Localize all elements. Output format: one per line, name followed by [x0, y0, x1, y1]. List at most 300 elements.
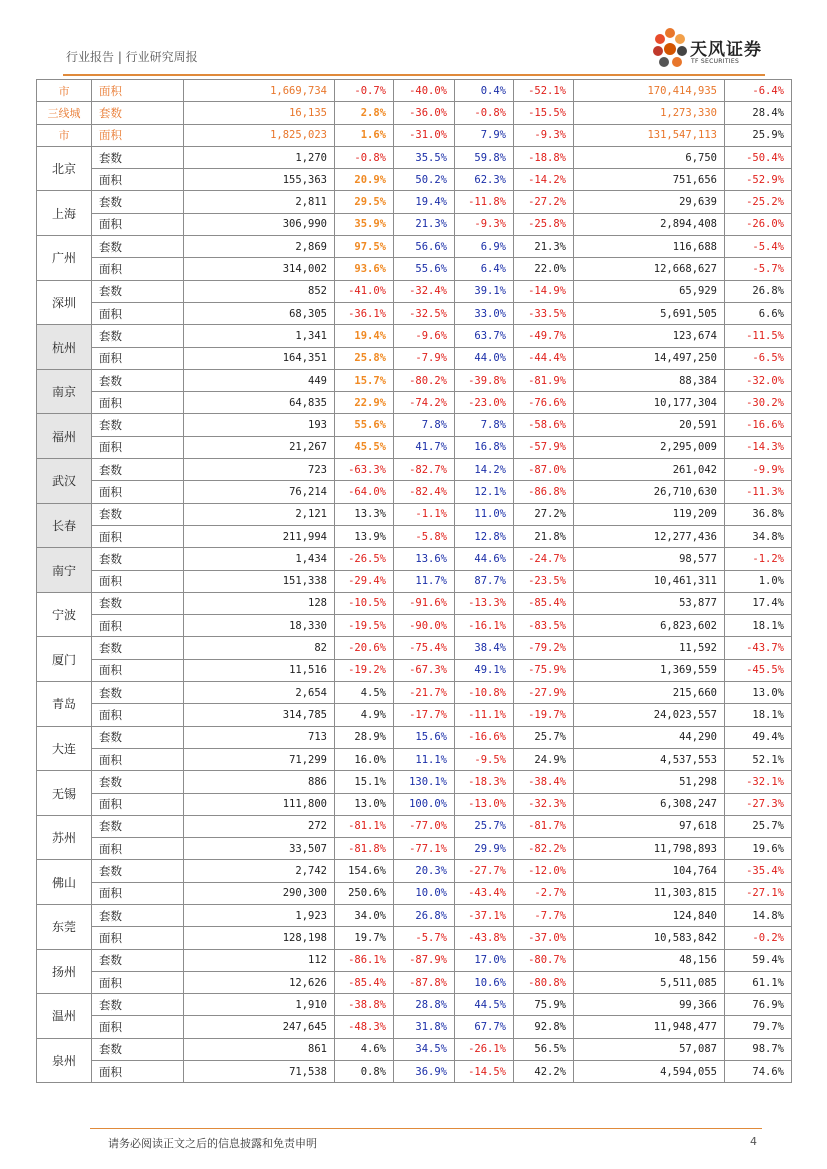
- city-name-cell: 无锡: [37, 771, 92, 816]
- value-cell: 24.9%: [514, 748, 574, 770]
- value-cell: -45.5%: [725, 659, 792, 681]
- value-cell: -63.3%: [335, 459, 394, 481]
- value-cell: -30.2%: [725, 392, 792, 414]
- city-name-cell: 市: [37, 124, 92, 146]
- value-cell: 56.6%: [394, 236, 455, 258]
- value-cell: 17.0%: [455, 949, 514, 971]
- value-cell: 713: [184, 726, 335, 748]
- value-cell: 92.8%: [514, 1016, 574, 1038]
- value-cell: 25.7%: [514, 726, 574, 748]
- value-cell: -37.1%: [455, 904, 514, 926]
- value-cell: 314,785: [184, 704, 335, 726]
- value-cell: 27.2%: [514, 503, 574, 525]
- value-cell: -19.5%: [335, 615, 394, 637]
- value-cell: 1,434: [184, 548, 335, 570]
- value-cell: -18.8%: [514, 146, 574, 168]
- table-row: [37, 904, 792, 926]
- value-cell: -23.5%: [514, 570, 574, 592]
- value-cell: 124,840: [574, 904, 725, 926]
- value-cell: 723: [184, 459, 335, 481]
- value-cell: 19.7%: [335, 927, 394, 949]
- city-name-cell: 南宁: [37, 548, 92, 593]
- value-cell: 21,267: [184, 436, 335, 458]
- value-cell: -15.5%: [514, 102, 574, 124]
- value-cell: -35.4%: [725, 860, 792, 882]
- value-cell: 250.6%: [335, 882, 394, 904]
- value-cell: 79.7%: [725, 1016, 792, 1038]
- value-cell: 1.0%: [725, 570, 792, 592]
- value-cell: 12,626: [184, 971, 335, 993]
- value-cell: 1,341: [184, 325, 335, 347]
- value-cell: -26.5%: [335, 548, 394, 570]
- value-cell: 68,305: [184, 302, 335, 324]
- value-cell: 128: [184, 592, 335, 614]
- city-sales-table: [36, 79, 792, 1083]
- city-name-cell: 温州: [37, 994, 92, 1039]
- value-cell: -58.6%: [514, 414, 574, 436]
- logo-brand-text: 天风证券: [690, 40, 762, 60]
- metric-label-cell: 面积: [92, 971, 184, 993]
- value-cell: 22.0%: [514, 258, 574, 280]
- value-cell: 11,516: [184, 659, 335, 681]
- value-cell: -0.7%: [335, 80, 394, 102]
- table-row: [37, 971, 792, 993]
- value-cell: -44.4%: [514, 347, 574, 369]
- value-cell: 0.4%: [455, 80, 514, 102]
- metric-label-cell: 套数: [92, 414, 184, 436]
- value-cell: 104,764: [574, 860, 725, 882]
- value-cell: -10.8%: [455, 682, 514, 704]
- value-cell: 52.1%: [725, 748, 792, 770]
- value-cell: 6,823,602: [574, 615, 725, 637]
- value-cell: 11,948,477: [574, 1016, 725, 1038]
- value-cell: 131,547,113: [574, 124, 725, 146]
- value-cell: 25.9%: [725, 124, 792, 146]
- value-cell: -9.3%: [514, 124, 574, 146]
- value-cell: 65,929: [574, 280, 725, 302]
- metric-label-cell: 套数: [92, 191, 184, 213]
- value-cell: -81.8%: [335, 838, 394, 860]
- table-row: [37, 637, 792, 659]
- value-cell: -5.4%: [725, 236, 792, 258]
- value-cell: -29.4%: [335, 570, 394, 592]
- value-cell: 76,214: [184, 481, 335, 503]
- table-row: [37, 949, 792, 971]
- value-cell: 119,209: [574, 503, 725, 525]
- value-cell: -64.0%: [335, 481, 394, 503]
- value-cell: 10.6%: [455, 971, 514, 993]
- value-cell: 151,338: [184, 570, 335, 592]
- logo-brand-en-text: TF SECURITIES: [691, 58, 740, 65]
- value-cell: 10.0%: [394, 882, 455, 904]
- table-row: [37, 548, 792, 570]
- metric-label-cell: 套数: [92, 548, 184, 570]
- value-cell: 215,660: [574, 682, 725, 704]
- value-cell: -0.8%: [455, 102, 514, 124]
- city-name-cell: 广州: [37, 236, 92, 281]
- value-cell: 2,811: [184, 191, 335, 213]
- value-cell: -87.9%: [394, 949, 455, 971]
- value-cell: 112: [184, 949, 335, 971]
- value-cell: 29,639: [574, 191, 725, 213]
- table-row: [37, 503, 792, 525]
- value-cell: 2.8%: [335, 102, 394, 124]
- value-cell: -27.2%: [514, 191, 574, 213]
- value-cell: -43.8%: [455, 927, 514, 949]
- value-cell: 74.6%: [725, 1061, 792, 1083]
- value-cell: -32.3%: [514, 793, 574, 815]
- value-cell: 98,577: [574, 548, 725, 570]
- value-cell: 97,618: [574, 815, 725, 837]
- value-cell: -80.8%: [514, 971, 574, 993]
- value-cell: 29.9%: [455, 838, 514, 860]
- value-cell: 67.7%: [455, 1016, 514, 1038]
- value-cell: 13.0%: [335, 793, 394, 815]
- value-cell: -12.0%: [514, 860, 574, 882]
- value-cell: 2,121: [184, 503, 335, 525]
- metric-label-cell: 套数: [92, 369, 184, 391]
- value-cell: 44,290: [574, 726, 725, 748]
- value-cell: 11.1%: [394, 748, 455, 770]
- value-cell: -27.3%: [725, 793, 792, 815]
- metric-label-cell: 面积: [92, 838, 184, 860]
- metric-label-cell: 面积: [92, 748, 184, 770]
- table-row: [37, 1016, 792, 1038]
- value-cell: 12.8%: [455, 525, 514, 547]
- value-cell: 4.6%: [335, 1038, 394, 1060]
- metric-label-cell: 面积: [92, 1016, 184, 1038]
- value-cell: -26.1%: [455, 1038, 514, 1060]
- value-cell: 12,277,436: [574, 525, 725, 547]
- value-cell: -76.6%: [514, 392, 574, 414]
- value-cell: -5.7%: [725, 258, 792, 280]
- value-cell: -16.6%: [725, 414, 792, 436]
- metric-label-cell: 套数: [92, 146, 184, 168]
- value-cell: 28.9%: [335, 726, 394, 748]
- value-cell: 21.8%: [514, 525, 574, 547]
- table-row: [37, 481, 792, 503]
- value-cell: -38.4%: [514, 771, 574, 793]
- value-cell: -14.3%: [725, 436, 792, 458]
- value-cell: 33,507: [184, 838, 335, 860]
- value-cell: -13.3%: [455, 592, 514, 614]
- value-cell: 36.9%: [394, 1061, 455, 1083]
- value-cell: 449: [184, 369, 335, 391]
- value-cell: 71,538: [184, 1061, 335, 1083]
- value-cell: -27.7%: [455, 860, 514, 882]
- value-cell: 25.7%: [725, 815, 792, 837]
- value-cell: 12,668,627: [574, 258, 725, 280]
- city-name-cell: 佛山: [37, 860, 92, 905]
- table-row: [37, 815, 792, 837]
- value-cell: 111,800: [184, 793, 335, 815]
- table-row: [37, 169, 792, 191]
- value-cell: 1,369,559: [574, 659, 725, 681]
- city-name-cell: 市: [37, 80, 92, 102]
- value-cell: 18.1%: [725, 704, 792, 726]
- value-cell: 1.6%: [335, 124, 394, 146]
- value-cell: 1,923: [184, 904, 335, 926]
- city-name-cell: 福州: [37, 414, 92, 459]
- footer-rule: [90, 1128, 762, 1129]
- city-name-cell: 宁波: [37, 592, 92, 637]
- table-row: [37, 771, 792, 793]
- city-name-cell: 深圳: [37, 280, 92, 325]
- value-cell: -49.7%: [514, 325, 574, 347]
- value-cell: 1,273,330: [574, 102, 725, 124]
- value-cell: 36.8%: [725, 503, 792, 525]
- value-cell: 98.7%: [725, 1038, 792, 1060]
- metric-label-cell: 套数: [92, 236, 184, 258]
- value-cell: 19.6%: [725, 838, 792, 860]
- value-cell: 25.7%: [455, 815, 514, 837]
- value-cell: 123,674: [574, 325, 725, 347]
- value-cell: 25.8%: [335, 347, 394, 369]
- table-row: [37, 793, 792, 815]
- value-cell: -18.3%: [455, 771, 514, 793]
- value-cell: -32.1%: [725, 771, 792, 793]
- city-name-cell: 泉州: [37, 1038, 92, 1083]
- table-row: [37, 615, 792, 637]
- value-cell: -27.1%: [725, 882, 792, 904]
- table-row: [37, 392, 792, 414]
- value-cell: 15.1%: [335, 771, 394, 793]
- metric-label-cell: 面积: [92, 481, 184, 503]
- value-cell: 18.1%: [725, 615, 792, 637]
- value-cell: 26,710,630: [574, 481, 725, 503]
- value-cell: 1,825,023: [184, 124, 335, 146]
- metric-label-cell: 套数: [92, 904, 184, 926]
- value-cell: 38.4%: [455, 637, 514, 659]
- value-cell: -5.8%: [394, 525, 455, 547]
- value-cell: -27.9%: [514, 682, 574, 704]
- metric-label-cell: 面积: [92, 525, 184, 547]
- value-cell: 20.9%: [335, 169, 394, 191]
- value-cell: -9.5%: [455, 748, 514, 770]
- value-cell: -82.7%: [394, 459, 455, 481]
- value-cell: 130.1%: [394, 771, 455, 793]
- value-cell: -11.8%: [455, 191, 514, 213]
- value-cell: 7.9%: [455, 124, 514, 146]
- value-cell: 21.3%: [394, 213, 455, 235]
- page-number: 4: [750, 1135, 757, 1148]
- metric-label-cell: 面积: [92, 392, 184, 414]
- value-cell: 33.0%: [455, 302, 514, 324]
- value-cell: -81.9%: [514, 369, 574, 391]
- value-cell: -80.7%: [514, 949, 574, 971]
- value-cell: -6.5%: [725, 347, 792, 369]
- metric-label-cell: 面积: [92, 347, 184, 369]
- value-cell: 886: [184, 771, 335, 793]
- value-cell: 62.3%: [455, 169, 514, 191]
- city-name-cell: 北京: [37, 146, 92, 191]
- metric-label-cell: 套数: [92, 682, 184, 704]
- metric-label-cell: 面积: [92, 124, 184, 146]
- table-row: [37, 927, 792, 949]
- value-cell: 93.6%: [335, 258, 394, 280]
- metric-label-cell: 面积: [92, 659, 184, 681]
- value-cell: -10.5%: [335, 592, 394, 614]
- table-row: [37, 414, 792, 436]
- value-cell: -9.3%: [455, 213, 514, 235]
- value-cell: 34.5%: [394, 1038, 455, 1060]
- value-cell: -52.9%: [725, 169, 792, 191]
- value-cell: 29.5%: [335, 191, 394, 213]
- table-row: [37, 726, 792, 748]
- value-cell: 14.2%: [455, 459, 514, 481]
- value-cell: -13.0%: [455, 793, 514, 815]
- value-cell: 5,691,505: [574, 302, 725, 324]
- table-row: [37, 302, 792, 324]
- value-cell: -11.3%: [725, 481, 792, 503]
- value-cell: 852: [184, 280, 335, 302]
- value-cell: 7.8%: [455, 414, 514, 436]
- value-cell: 14,497,250: [574, 347, 725, 369]
- value-cell: -32.0%: [725, 369, 792, 391]
- metric-label-cell: 套数: [92, 771, 184, 793]
- city-name-cell: 杭州: [37, 325, 92, 370]
- value-cell: 164,351: [184, 347, 335, 369]
- metric-label-cell: 套数: [92, 503, 184, 525]
- value-cell: 12.1%: [455, 481, 514, 503]
- value-cell: -82.2%: [514, 838, 574, 860]
- value-cell: 128,198: [184, 927, 335, 949]
- value-cell: -75.4%: [394, 637, 455, 659]
- value-cell: 61.1%: [725, 971, 792, 993]
- metric-label-cell: 套数: [92, 637, 184, 659]
- value-cell: 272: [184, 815, 335, 837]
- metric-label-cell: 套数: [92, 325, 184, 347]
- value-cell: 39.1%: [455, 280, 514, 302]
- footer-disclaimer: 请务必阅读正文之后的信息披露和免责申明: [108, 1137, 317, 1150]
- value-cell: -91.6%: [394, 592, 455, 614]
- metric-label-cell: 套数: [92, 1038, 184, 1060]
- company-logo: [650, 25, 770, 71]
- metric-label-cell: 面积: [92, 302, 184, 324]
- value-cell: 13.6%: [394, 548, 455, 570]
- value-cell: -52.1%: [514, 80, 574, 102]
- value-cell: 55.6%: [335, 414, 394, 436]
- value-cell: 2,869: [184, 236, 335, 258]
- value-cell: -82.4%: [394, 481, 455, 503]
- value-cell: 1,669,734: [184, 80, 335, 102]
- value-cell: -14.2%: [514, 169, 574, 191]
- table-row: [37, 102, 792, 124]
- value-cell: 87.7%: [455, 570, 514, 592]
- city-name-cell: 长春: [37, 503, 92, 548]
- value-cell: -21.7%: [394, 682, 455, 704]
- table-row: [37, 459, 792, 481]
- value-cell: -90.0%: [394, 615, 455, 637]
- value-cell: -16.1%: [455, 615, 514, 637]
- metric-label-cell: 套数: [92, 102, 184, 124]
- metric-label-cell: 面积: [92, 1061, 184, 1083]
- table-row: [37, 882, 792, 904]
- table-row: [37, 280, 792, 302]
- value-cell: 82: [184, 637, 335, 659]
- value-cell: 2,742: [184, 860, 335, 882]
- value-cell: 154.6%: [335, 860, 394, 882]
- metric-label-cell: 套数: [92, 860, 184, 882]
- value-cell: -37.0%: [514, 927, 574, 949]
- value-cell: -86.8%: [514, 481, 574, 503]
- value-cell: 16,135: [184, 102, 335, 124]
- metric-label-cell: 面积: [92, 570, 184, 592]
- value-cell: -80.2%: [394, 369, 455, 391]
- value-cell: -31.0%: [394, 124, 455, 146]
- value-cell: 16.0%: [335, 748, 394, 770]
- value-cell: 4,537,553: [574, 748, 725, 770]
- value-cell: 34.8%: [725, 525, 792, 547]
- metric-label-cell: 面积: [92, 80, 184, 102]
- city-name-cell: 三线城: [37, 102, 92, 124]
- value-cell: -36.1%: [335, 302, 394, 324]
- value-cell: -48.3%: [335, 1016, 394, 1038]
- value-cell: 170,414,935: [574, 80, 725, 102]
- value-cell: 20,591: [574, 414, 725, 436]
- value-cell: 44.6%: [455, 548, 514, 570]
- table-row: [37, 347, 792, 369]
- value-cell: 18,330: [184, 615, 335, 637]
- value-cell: -6.4%: [725, 80, 792, 102]
- table-row: [37, 838, 792, 860]
- value-cell: -33.5%: [514, 302, 574, 324]
- value-cell: 290,300: [184, 882, 335, 904]
- value-cell: -87.8%: [394, 971, 455, 993]
- value-cell: 15.6%: [394, 726, 455, 748]
- table-row: [37, 1061, 792, 1083]
- value-cell: -79.2%: [514, 637, 574, 659]
- value-cell: 10,177,304: [574, 392, 725, 414]
- table-row: [37, 525, 792, 547]
- report-header-title: 行业报告 | 行业研究周报: [66, 50, 198, 64]
- value-cell: 11,798,893: [574, 838, 725, 860]
- value-cell: -19.2%: [335, 659, 394, 681]
- value-cell: 13.0%: [725, 682, 792, 704]
- value-cell: -74.2%: [394, 392, 455, 414]
- value-cell: 59.8%: [455, 146, 514, 168]
- value-cell: 49.4%: [725, 726, 792, 748]
- table-row: [37, 325, 792, 347]
- table-row: [37, 659, 792, 681]
- value-cell: 100.0%: [394, 793, 455, 815]
- value-cell: 6.4%: [455, 258, 514, 280]
- value-cell: -36.0%: [394, 102, 455, 124]
- value-cell: 20.3%: [394, 860, 455, 882]
- value-cell: 64,835: [184, 392, 335, 414]
- metric-label-cell: 套数: [92, 280, 184, 302]
- value-cell: 6,308,247: [574, 793, 725, 815]
- value-cell: 24,023,557: [574, 704, 725, 726]
- metric-label-cell: 面积: [92, 169, 184, 191]
- value-cell: 6.9%: [455, 236, 514, 258]
- value-cell: -85.4%: [335, 971, 394, 993]
- value-cell: -16.6%: [455, 726, 514, 748]
- value-cell: -25.8%: [514, 213, 574, 235]
- value-cell: 48,156: [574, 949, 725, 971]
- value-cell: 35.5%: [394, 146, 455, 168]
- value-cell: 34.0%: [335, 904, 394, 926]
- value-cell: -24.7%: [514, 548, 574, 570]
- table-row: [37, 80, 792, 102]
- value-cell: -11.1%: [455, 704, 514, 726]
- value-cell: -81.1%: [335, 815, 394, 837]
- value-cell: 1,270: [184, 146, 335, 168]
- table-row: [37, 682, 792, 704]
- table-row: [37, 592, 792, 614]
- value-cell: -1.1%: [394, 503, 455, 525]
- city-name-cell: 苏州: [37, 815, 92, 860]
